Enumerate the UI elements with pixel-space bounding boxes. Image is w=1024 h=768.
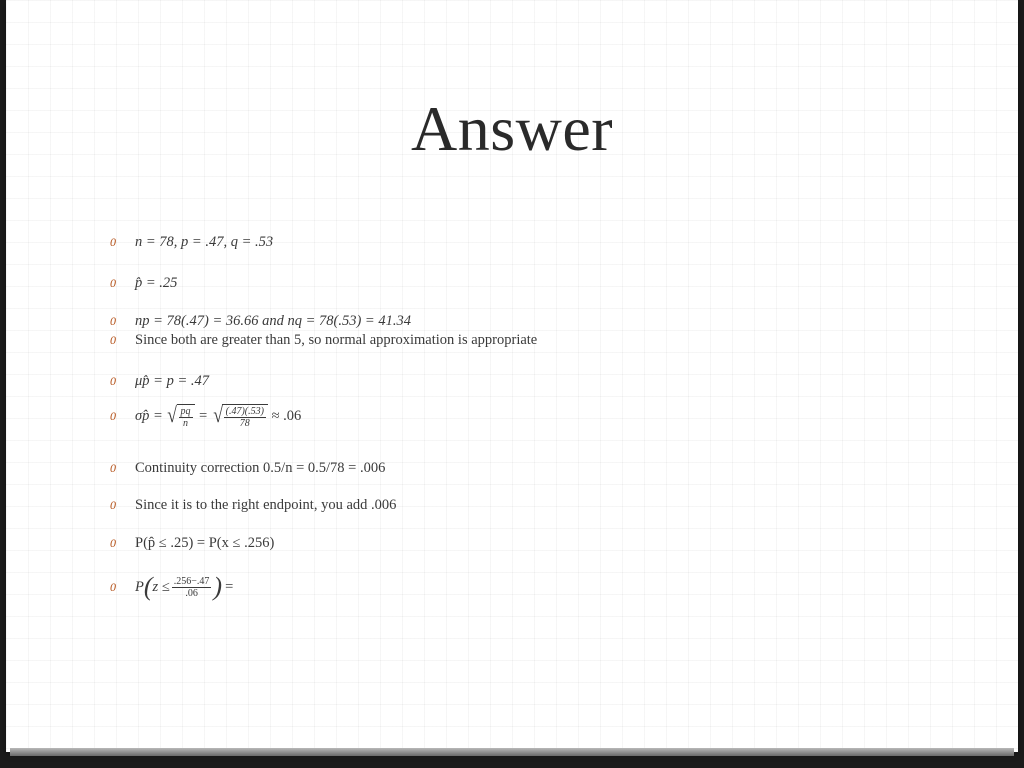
fraction-values bbox=[224, 406, 266, 429]
bullet-marker: 0 bbox=[110, 333, 116, 347]
bullet-since-both bbox=[110, 332, 537, 349]
bullet-np-check bbox=[110, 313, 411, 330]
sigma-result: ≈ .06 bbox=[271, 407, 302, 424]
phat-text: p̂ = .25 bbox=[135, 275, 178, 291]
bullet-marker: 0 bbox=[110, 461, 116, 475]
radical-icon: √ bbox=[167, 402, 178, 427]
bullet-right-endpoint bbox=[110, 497, 396, 514]
z-lhs: P bbox=[135, 578, 144, 595]
bullet-prob bbox=[110, 535, 274, 552]
mu-text: μp̂ = p = .47 bbox=[135, 373, 209, 389]
bullet-mu bbox=[110, 373, 209, 390]
bullet-sigma bbox=[110, 404, 301, 429]
bullet-phat bbox=[110, 275, 177, 292]
frac-numerator: pq bbox=[180, 406, 191, 417]
frac-numerator: (.47)(.53) bbox=[225, 406, 264, 417]
right-paren: ) bbox=[213, 572, 223, 601]
np-check-text: np = 78(.47) = 36.66 and nq = 78(.53) = 41.34 bbox=[135, 313, 411, 329]
right-endpoint-text: Since it is to the right endpoint, you add .006 bbox=[135, 497, 397, 513]
bullet-z-expr bbox=[110, 574, 233, 600]
z-inner: z ≤ bbox=[152, 578, 170, 595]
slide-title: Answer bbox=[410, 93, 614, 164]
slide-bottom-shadow bbox=[10, 748, 1014, 756]
frac-denominator: n bbox=[183, 418, 189, 429]
frac-numerator: .256−.47 bbox=[173, 575, 210, 587]
bullet-marker: 0 bbox=[110, 374, 116, 388]
bullet-params bbox=[110, 234, 273, 251]
bullet-marker: 0 bbox=[110, 235, 116, 249]
frac-denominator: 78 bbox=[239, 418, 250, 429]
fraction-pq-n bbox=[179, 406, 193, 429]
prob-text: P(p̂ ≤ .25) = P(x ≤ .256) bbox=[135, 535, 275, 551]
bullet-marker: 0 bbox=[110, 579, 116, 594]
bullet-marker: 0 bbox=[110, 536, 116, 550]
sqrt-pq-over-n bbox=[166, 404, 194, 429]
slide bbox=[6, 0, 1018, 752]
bullet-marker: 0 bbox=[110, 276, 116, 290]
sigma-lhs: σp̂ = bbox=[135, 407, 163, 424]
sqrt-values bbox=[212, 404, 268, 429]
continuity-text: Continuity correction 0.5/n = 0.5/78 = .006 bbox=[135, 460, 386, 476]
bullet-continuity bbox=[110, 460, 385, 477]
params-text: n = 78, p = .47, q = .53 bbox=[135, 234, 274, 250]
z-fraction bbox=[172, 576, 212, 599]
frac-denominator: .06 bbox=[185, 587, 198, 599]
sigma-eq: = bbox=[198, 407, 208, 424]
bullet-marker: 0 bbox=[110, 498, 116, 512]
radical-icon: √ bbox=[212, 402, 223, 427]
bullet-list bbox=[6, 0, 1018, 752]
z-rhs: = bbox=[225, 578, 234, 595]
bullet-marker: 0 bbox=[110, 314, 116, 328]
left-paren: ( bbox=[143, 572, 153, 601]
bullet-marker: 0 bbox=[110, 409, 116, 423]
z-formula bbox=[135, 574, 233, 600]
since-both-text: Since both are greater than 5, so normal approximation is appropriate bbox=[135, 332, 538, 348]
sigma-formula bbox=[135, 404, 301, 429]
